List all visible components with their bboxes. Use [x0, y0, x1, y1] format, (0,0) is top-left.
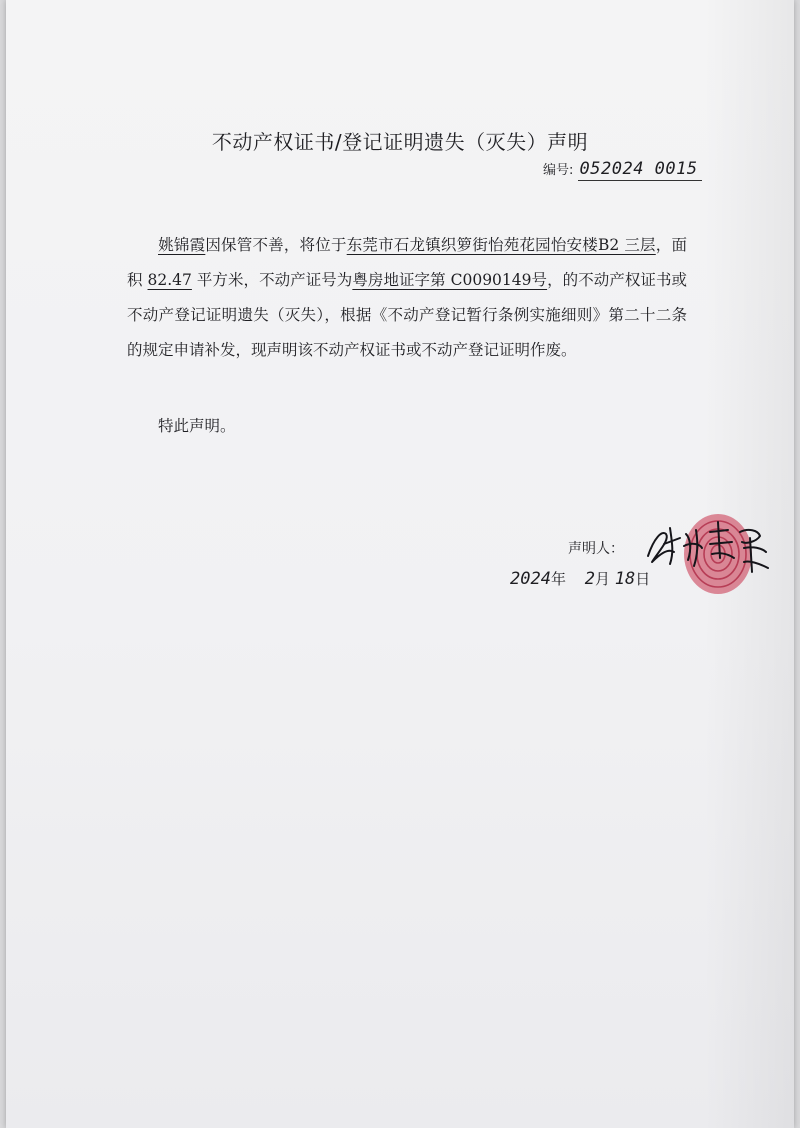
date-month: 2: [584, 569, 595, 589]
date-year: 2024: [510, 569, 551, 589]
signature-graphic: [640, 508, 780, 598]
body-text-3: 平方米，不动产证号为: [191, 271, 353, 289]
date-day-unit: 日: [635, 570, 651, 588]
body-text-1: 因保管不善，将位于: [205, 236, 347, 254]
declaration-date: [510, 568, 650, 589]
document-number-label: 编号:: [543, 163, 574, 178]
body-text-2: ，面积: [127, 236, 687, 289]
closing-statement: 特此声明。: [158, 417, 236, 435]
certificate-number: 粤房地证字第 C0090149号: [352, 271, 548, 289]
declaration-body: [127, 228, 687, 368]
owner-name: 姚锦霞: [158, 236, 206, 254]
document-number: [543, 159, 702, 179]
document-number-value: 052024 0015: [578, 159, 702, 181]
property-address: 东莞市石龙镇织箩街怡苑花园怡安楼B2 三层: [346, 236, 656, 254]
date-day: 18: [614, 569, 636, 589]
date-month-unit: 月: [595, 570, 611, 588]
document-title: 不动产权证书/登记证明遗失（灭失）声明: [211, 130, 589, 154]
property-area: 82.47: [147, 271, 192, 289]
declarant-label: 声明人：: [568, 541, 624, 557]
date-year-unit: 年: [550, 570, 566, 588]
signature-area: [640, 508, 780, 602]
body-text-4: ，的不动产权证书或不动产登记证明遗失（灭失），根据《不动产登记暂行条例实施细则》第二十二条的规定申请补发，现声明该不动产权证书或不动产登记证明作废。: [127, 271, 687, 359]
